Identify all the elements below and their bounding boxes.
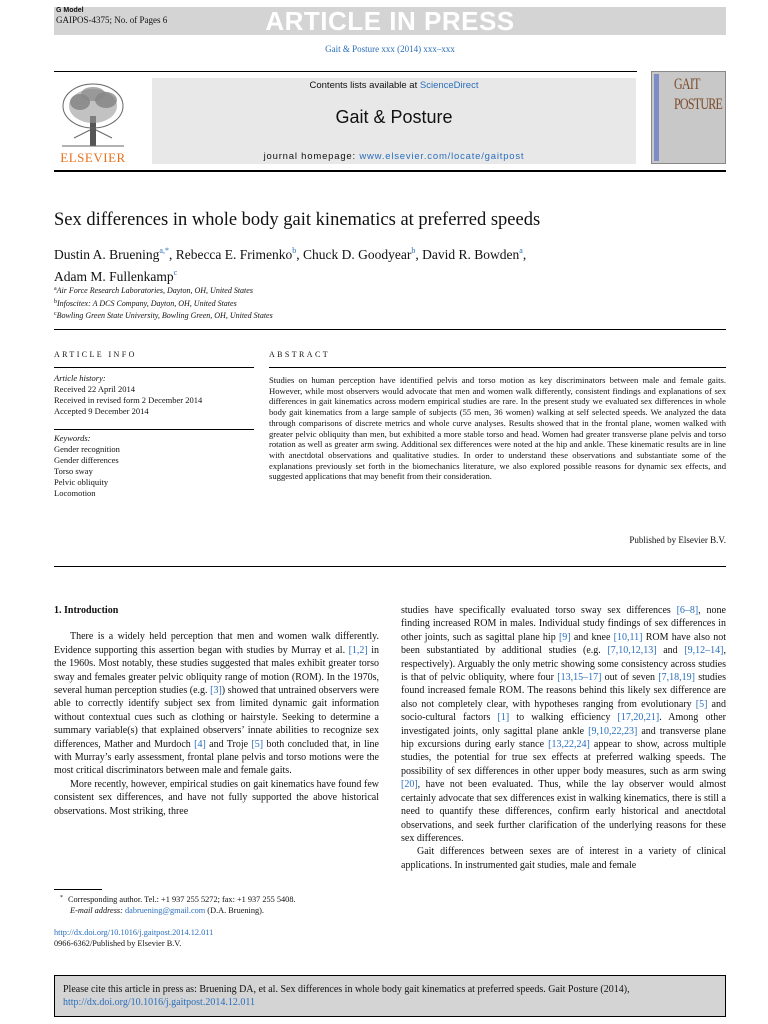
elsevier-logo bbox=[54, 78, 132, 164]
corresponding-text: Corresponding author. Tel.: +1 937 255 5272; fax: +1 937 255 5408. bbox=[68, 895, 296, 904]
keyword-item: Pelvic obliquity bbox=[54, 477, 109, 487]
author-name: Rebecca E. Frimenko bbox=[175, 247, 293, 262]
author-name: Chuck D. Goodyear bbox=[303, 247, 412, 262]
abstract-bottom-rule bbox=[54, 566, 726, 567]
reference-link[interactable]: [7,10,12,13] bbox=[607, 645, 657, 657]
keyword-item: Gender differences bbox=[54, 455, 119, 465]
reference-link[interactable]: [6–8] bbox=[676, 605, 699, 616]
body-paragraph bbox=[54, 778, 379, 818]
body-column-left bbox=[54, 604, 379, 818]
issn-line: 0966-6362/Published by Elsevier B.V. bbox=[54, 939, 182, 948]
reference-link[interactable]: [4] bbox=[194, 738, 206, 750]
footnote-mark: * bbox=[60, 895, 63, 901]
body-text: ) showed that untrained observers were able to correctly identify subject sex from limited dynamic gait information without contextual cues such as clothing or hairstyle. Seeking to determine a summary variable(s) that explained observers’ innate abilities to recognize sex differences, Mather and Murdoch bbox=[54, 685, 379, 750]
published-by: Published by Elsevier B.V. bbox=[629, 535, 726, 545]
body-text: in the 1960s. Most notably, these studies suggested that males exhibit greater torso sway and females greater pelvic obliquity range of motion (ROM). In the 1970s, several human perception studies (e.g. bbox=[54, 644, 379, 697]
body-text: ROM have also not been substantiated by additional studies (e.g. bbox=[401, 631, 726, 657]
body-text: and knee bbox=[570, 631, 614, 643]
reference-link[interactable]: [3] bbox=[210, 685, 222, 697]
author-affiliation-mark[interactable]: b bbox=[292, 246, 297, 255]
body-text: , have not been evaluated. Thus, while the lay observer would almost certainly advocate that sex differences exist in walking kinematics, there is still a need to quantify these differences, confirm early historical and anectdotal observations, and seek further clarification of the underlying reasons for these sex differences. bbox=[401, 779, 726, 844]
author-affiliation-mark[interactable]: c bbox=[173, 268, 178, 277]
footnote-rule bbox=[54, 889, 102, 890]
reference-link[interactable]: [20] bbox=[401, 779, 418, 791]
author-list bbox=[54, 242, 714, 286]
body-text: and bbox=[656, 645, 685, 657]
manuscript-id: GAIPOS-4375; No. of Pages 6 bbox=[56, 15, 168, 25]
history-label: Article history: bbox=[54, 373, 106, 383]
body-text: and socio-cultural factors bbox=[401, 698, 726, 724]
affiliation-text: Infoscitex: A DCS Company, Dayton, OH, United States bbox=[57, 298, 237, 308]
journal-homepage bbox=[152, 151, 636, 162]
article-title: Sex differences in whole body gait kinematics at preferred speeds bbox=[54, 210, 541, 230]
keywords bbox=[54, 433, 120, 499]
masthead-rule bbox=[54, 71, 637, 72]
author-affiliation-mark[interactable]: a bbox=[519, 246, 523, 255]
journal-reference-link[interactable]: Gait & Posture xxx (2014) xxx–xxx bbox=[325, 44, 455, 54]
cover-title-posture: POSTURE bbox=[674, 96, 723, 113]
keywords-label: Keywords: bbox=[54, 433, 91, 443]
masthead-thick-rule bbox=[54, 170, 726, 172]
keywords-rule bbox=[54, 429, 254, 430]
reference-link[interactable]: [13,15–17] bbox=[557, 672, 602, 684]
email-label: E-mail address: bbox=[70, 906, 123, 915]
affiliation-item bbox=[54, 297, 273, 310]
title-rule bbox=[54, 329, 726, 330]
body-column-right bbox=[401, 604, 726, 872]
section-heading-introduction: 1. Introduction bbox=[54, 605, 119, 616]
reference-link[interactable]: [9,10,22,23] bbox=[588, 725, 638, 737]
body-paragraph bbox=[401, 845, 726, 872]
history-item: Received 22 April 2014 bbox=[54, 384, 135, 394]
reference-link[interactable]: [10,11] bbox=[613, 631, 643, 643]
affiliation-item bbox=[54, 284, 273, 297]
affiliation-mark: c bbox=[54, 311, 57, 317]
author-name: David R. Bowden bbox=[422, 247, 520, 262]
contents-prefix: Contents lists available at bbox=[309, 80, 420, 91]
affiliation-text: Bowling Green State University, Bowling Green, OH, United States bbox=[56, 311, 273, 320]
journal-cover-image bbox=[651, 71, 726, 164]
email-line bbox=[54, 905, 296, 916]
abstract-rule bbox=[269, 367, 726, 368]
affiliation-mark: b bbox=[54, 298, 57, 305]
elsevier-wordmark: ELSEVIER bbox=[60, 150, 126, 165]
article-history bbox=[54, 373, 202, 417]
affiliation-text: Air Force Research Laboratories, Dayton, OH, United States bbox=[56, 286, 253, 295]
abstract-text: Studies on human perception have identified pelvis and torso motion as key discriminators between male and female gaits. However, while most observers would advocate that men and women walk differently, consistent findings and explanations of sex differences in gait kinematics across modern empirical studies are rare. In the present study we evaluated sex differences in whole body gait kinematics from a large sample of subjects (55 men, 36 women) walking at self selected speeds. We analyzed the data through comparisons of discrete metrics and whole curve analyses. Results showed that in the frontal plane, women walked with greater pelvic obliquity than men, but exhibited a more stable torso and head. Women had greater transverse plane pelvis and torso rotation as well as greater arm swing. Additional sex differences were noted at the hip and ankle. These kinematic results are in line with anectdotal observations and qualitative studies. In order to understand these observations and substantiate some of the explanations previously set forth in the biomechanics literature, we also explored possible reasons for dynamic sex effects, and suggested applications that may benefit from their consideration. bbox=[269, 375, 726, 482]
body-text: and Troje bbox=[205, 738, 252, 750]
cover-title-gait: GAIT bbox=[674, 76, 700, 93]
affiliation-list bbox=[54, 284, 273, 322]
body-text: , respectively). Arguably the only metric showing some consistency across studies is that of pelvic obliquity, where four bbox=[401, 645, 726, 684]
doi-link[interactable]: http://dx.doi.org/10.1016/j.gaitpost.2014.12.011 bbox=[54, 928, 214, 937]
article-info-rule bbox=[54, 367, 254, 368]
body-text: out of seven bbox=[601, 672, 659, 684]
keyword-item: Torso sway bbox=[54, 466, 93, 476]
doi-block bbox=[54, 927, 213, 949]
history-items bbox=[54, 384, 202, 417]
body-text: to walking efficiency bbox=[509, 712, 618, 724]
cite-this-article-box bbox=[54, 975, 726, 1017]
g-model-label: G Model bbox=[56, 7, 84, 14]
reference-link[interactable]: [1] bbox=[497, 712, 510, 724]
author-separator: , bbox=[168, 247, 176, 262]
body-text: studies found increased female ROM. The reasons behind this likely sex difference are also not completely clear, with hypotheses ranging from evolutionary bbox=[401, 672, 726, 710]
contents-line bbox=[152, 80, 636, 91]
affiliation-mark: a bbox=[54, 286, 57, 292]
body-text: both concluded that, in line with Murray’s early assessment, frontal plane pelvis and torso motions were the most critical discriminators between male and female gaits. bbox=[54, 738, 379, 777]
article-info-heading: ARTICLE INFO bbox=[54, 350, 137, 359]
body-text: , none finding increased ROM in males. Individual study findings of sex differences in other joints, such as sagittal plane hip bbox=[401, 605, 726, 643]
keyword-item: Gender recognition bbox=[54, 444, 120, 454]
author-separator: , bbox=[522, 247, 527, 262]
reference-link[interactable]: [9,12–14] bbox=[684, 645, 724, 657]
keyword-item: Locomotion bbox=[54, 488, 96, 498]
author-separator: , bbox=[415, 247, 423, 262]
article-in-press-title: ARTICLE IN PRESS bbox=[265, 6, 515, 36]
cite-text: Please cite this article in press as: Bruening DA, et al. Sex differences in whole body gait kinematics at preferred speeds. Gait Posture (2014), bbox=[63, 984, 630, 995]
reference-link[interactable]: [1,2] bbox=[348, 644, 368, 656]
body-text: studies have specifically evaluated torso sway sex differences bbox=[401, 605, 677, 616]
homepage-prefix: journal homepage: bbox=[263, 151, 360, 162]
body-paragraph bbox=[401, 604, 726, 845]
corresponding-line bbox=[54, 893, 296, 905]
affiliation-item bbox=[54, 309, 273, 322]
journal-title: Gait & Posture bbox=[335, 107, 453, 127]
author-affiliation-mark[interactable]: b bbox=[411, 246, 416, 255]
reference-link[interactable]: [5] bbox=[695, 698, 708, 710]
abstract-heading: ABSTRACT bbox=[269, 350, 330, 359]
author-affiliation-mark[interactable]: a,* bbox=[159, 246, 169, 255]
body-text: More recently, however, empirical studies on gait kinematics have found few consistent sex differences, and have not fully supported the above historical observations. Most striking, three bbox=[54, 778, 379, 817]
keyword-items bbox=[54, 444, 120, 499]
reference-link[interactable]: [17,20,21] bbox=[617, 712, 660, 724]
author-name: Adam M. Fullenkamp bbox=[54, 269, 174, 284]
body-text: . Among other investigated joints, only sagittal plane ankle bbox=[401, 712, 726, 737]
homepage-link[interactable]: www.elsevier.com/locate/gaitpost bbox=[359, 151, 525, 162]
body-text: appear to show, across multiple studies, the potential for true sex effects at preferred walking speeds. The possibility of sex differences in other upper body measures, such as arm swing bbox=[401, 739, 726, 777]
author-separator: , bbox=[296, 247, 304, 262]
reference-link[interactable]: [5] bbox=[251, 738, 264, 750]
author-name: Dustin A. Bruening bbox=[54, 247, 160, 262]
reference-link[interactable]: [7,18,19] bbox=[658, 672, 695, 684]
reference-link[interactable]: [9] bbox=[558, 631, 571, 643]
body-text: There is a widely held perception that men and women walk differently. Evidence supporting this assertion began with studies by Murray et al. bbox=[54, 631, 379, 656]
body-text: Gait differences between sexes are of interest in a variety of clinical applications. In instrumented gait studies, male and female bbox=[401, 846, 726, 871]
email-suffix: (D.A. Bruening). bbox=[205, 906, 264, 915]
email-link[interactable]: dabruening@gmail.com bbox=[125, 906, 206, 915]
history-item: Accepted 9 December 2014 bbox=[54, 406, 149, 416]
body-paragraph bbox=[54, 630, 379, 777]
cite-doi-link[interactable]: http://dx.doi.org/10.1016/j.gaitpost.2014.12.011 bbox=[63, 997, 255, 1008]
corresponding-author-footnote bbox=[54, 893, 296, 916]
cover-stripe bbox=[654, 74, 659, 161]
history-item: Received in revised form 2 December 2014 bbox=[54, 395, 203, 405]
body-text: and transverse plane hip excursions during early stance bbox=[401, 725, 726, 751]
sciencedirect-link[interactable]: ScienceDirect bbox=[419, 80, 479, 91]
reference-link[interactable]: [13,22,24] bbox=[548, 739, 590, 751]
